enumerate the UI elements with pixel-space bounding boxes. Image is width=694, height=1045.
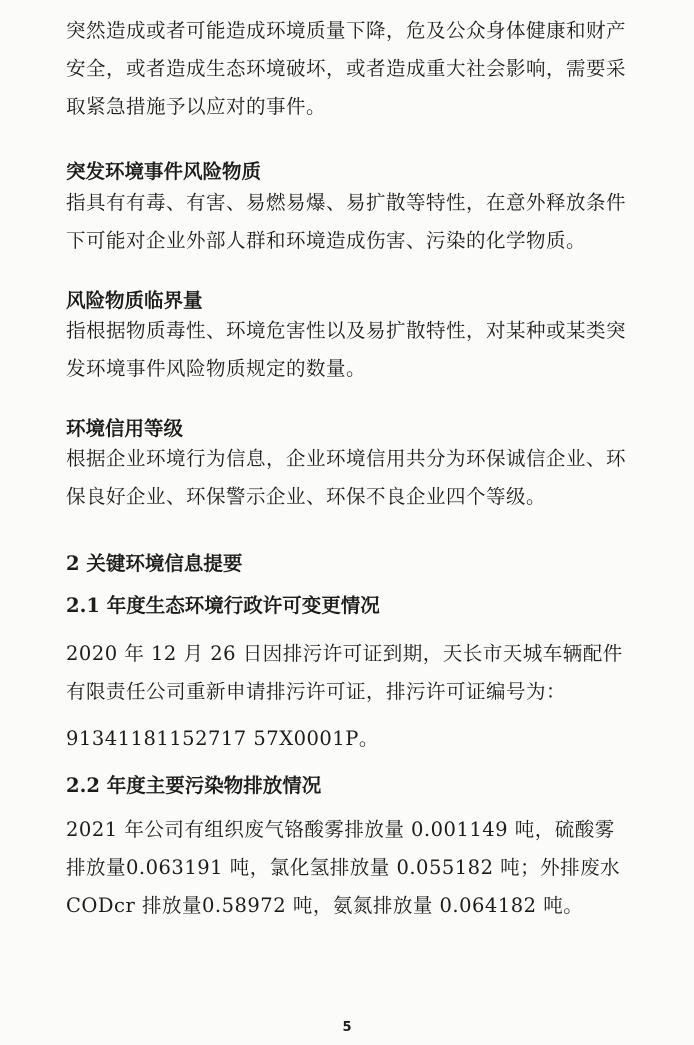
paragraph-risk-substance: 指具有有毒、有害、易燃易爆、易扩散等特性，在意外释放条件下可能对企业外部人群和环境造成伤害、污染的化学物质。: [66, 191, 627, 252]
heading-section-2-2: 2.2 年度主要污染物排放情况: [66, 774, 322, 797]
paragraph-emissions: 2021 年公司有组织废气铬酸雾排放量 0.001149 吨，硫酸雾排放量0.063191 吨，氯化氢排放量 0.055182 吨；外排废水 CODcr 排放量0.58972 吨，氨氮排放量 0.064182 吨。: [66, 818, 621, 917]
paragraph-permit-number: 91341181152717 57X0001P。: [66, 727, 379, 750]
paragraph-credit-level: 根据企业环境行为信息，企业环境信用共分为环保诚信企业、环保良好企业、环保警示企业、环保不良企业四个等级。: [66, 447, 627, 508]
page-number: 5: [342, 1020, 352, 1035]
paragraph-permit-change: 2020 年 12 月 26 日因排污许可证到期，天长市天城车辆配件有限责任公司重新申请排污许可证，排污许可证编号为：: [66, 642, 623, 703]
paragraph-emergency-definition: 突然造成或者可能造成环境质量下降，危及公众身体健康和财产安全，或者造成生态环境破坏，或者造成重大社会影响，需要采取紧急措施予以应对的事件。: [66, 19, 627, 118]
heading-critical-quantity: 风险物质临界量: [66, 289, 203, 312]
paragraph-critical-quantity: 指根据物质毒性、环境危害性以及易扩散特性，对某种或某类突发环境事件风险物质规定的数量。: [66, 319, 627, 380]
heading-credit-level: 环境信用等级: [66, 417, 184, 440]
heading-section-2-1: 2.1 年度生态环境行政许可变更情况: [66, 594, 380, 617]
heading-section-2: 2 关键环境信息提要: [66, 552, 243, 575]
heading-risk-substance: 突发环境事件风险物质: [66, 160, 262, 183]
